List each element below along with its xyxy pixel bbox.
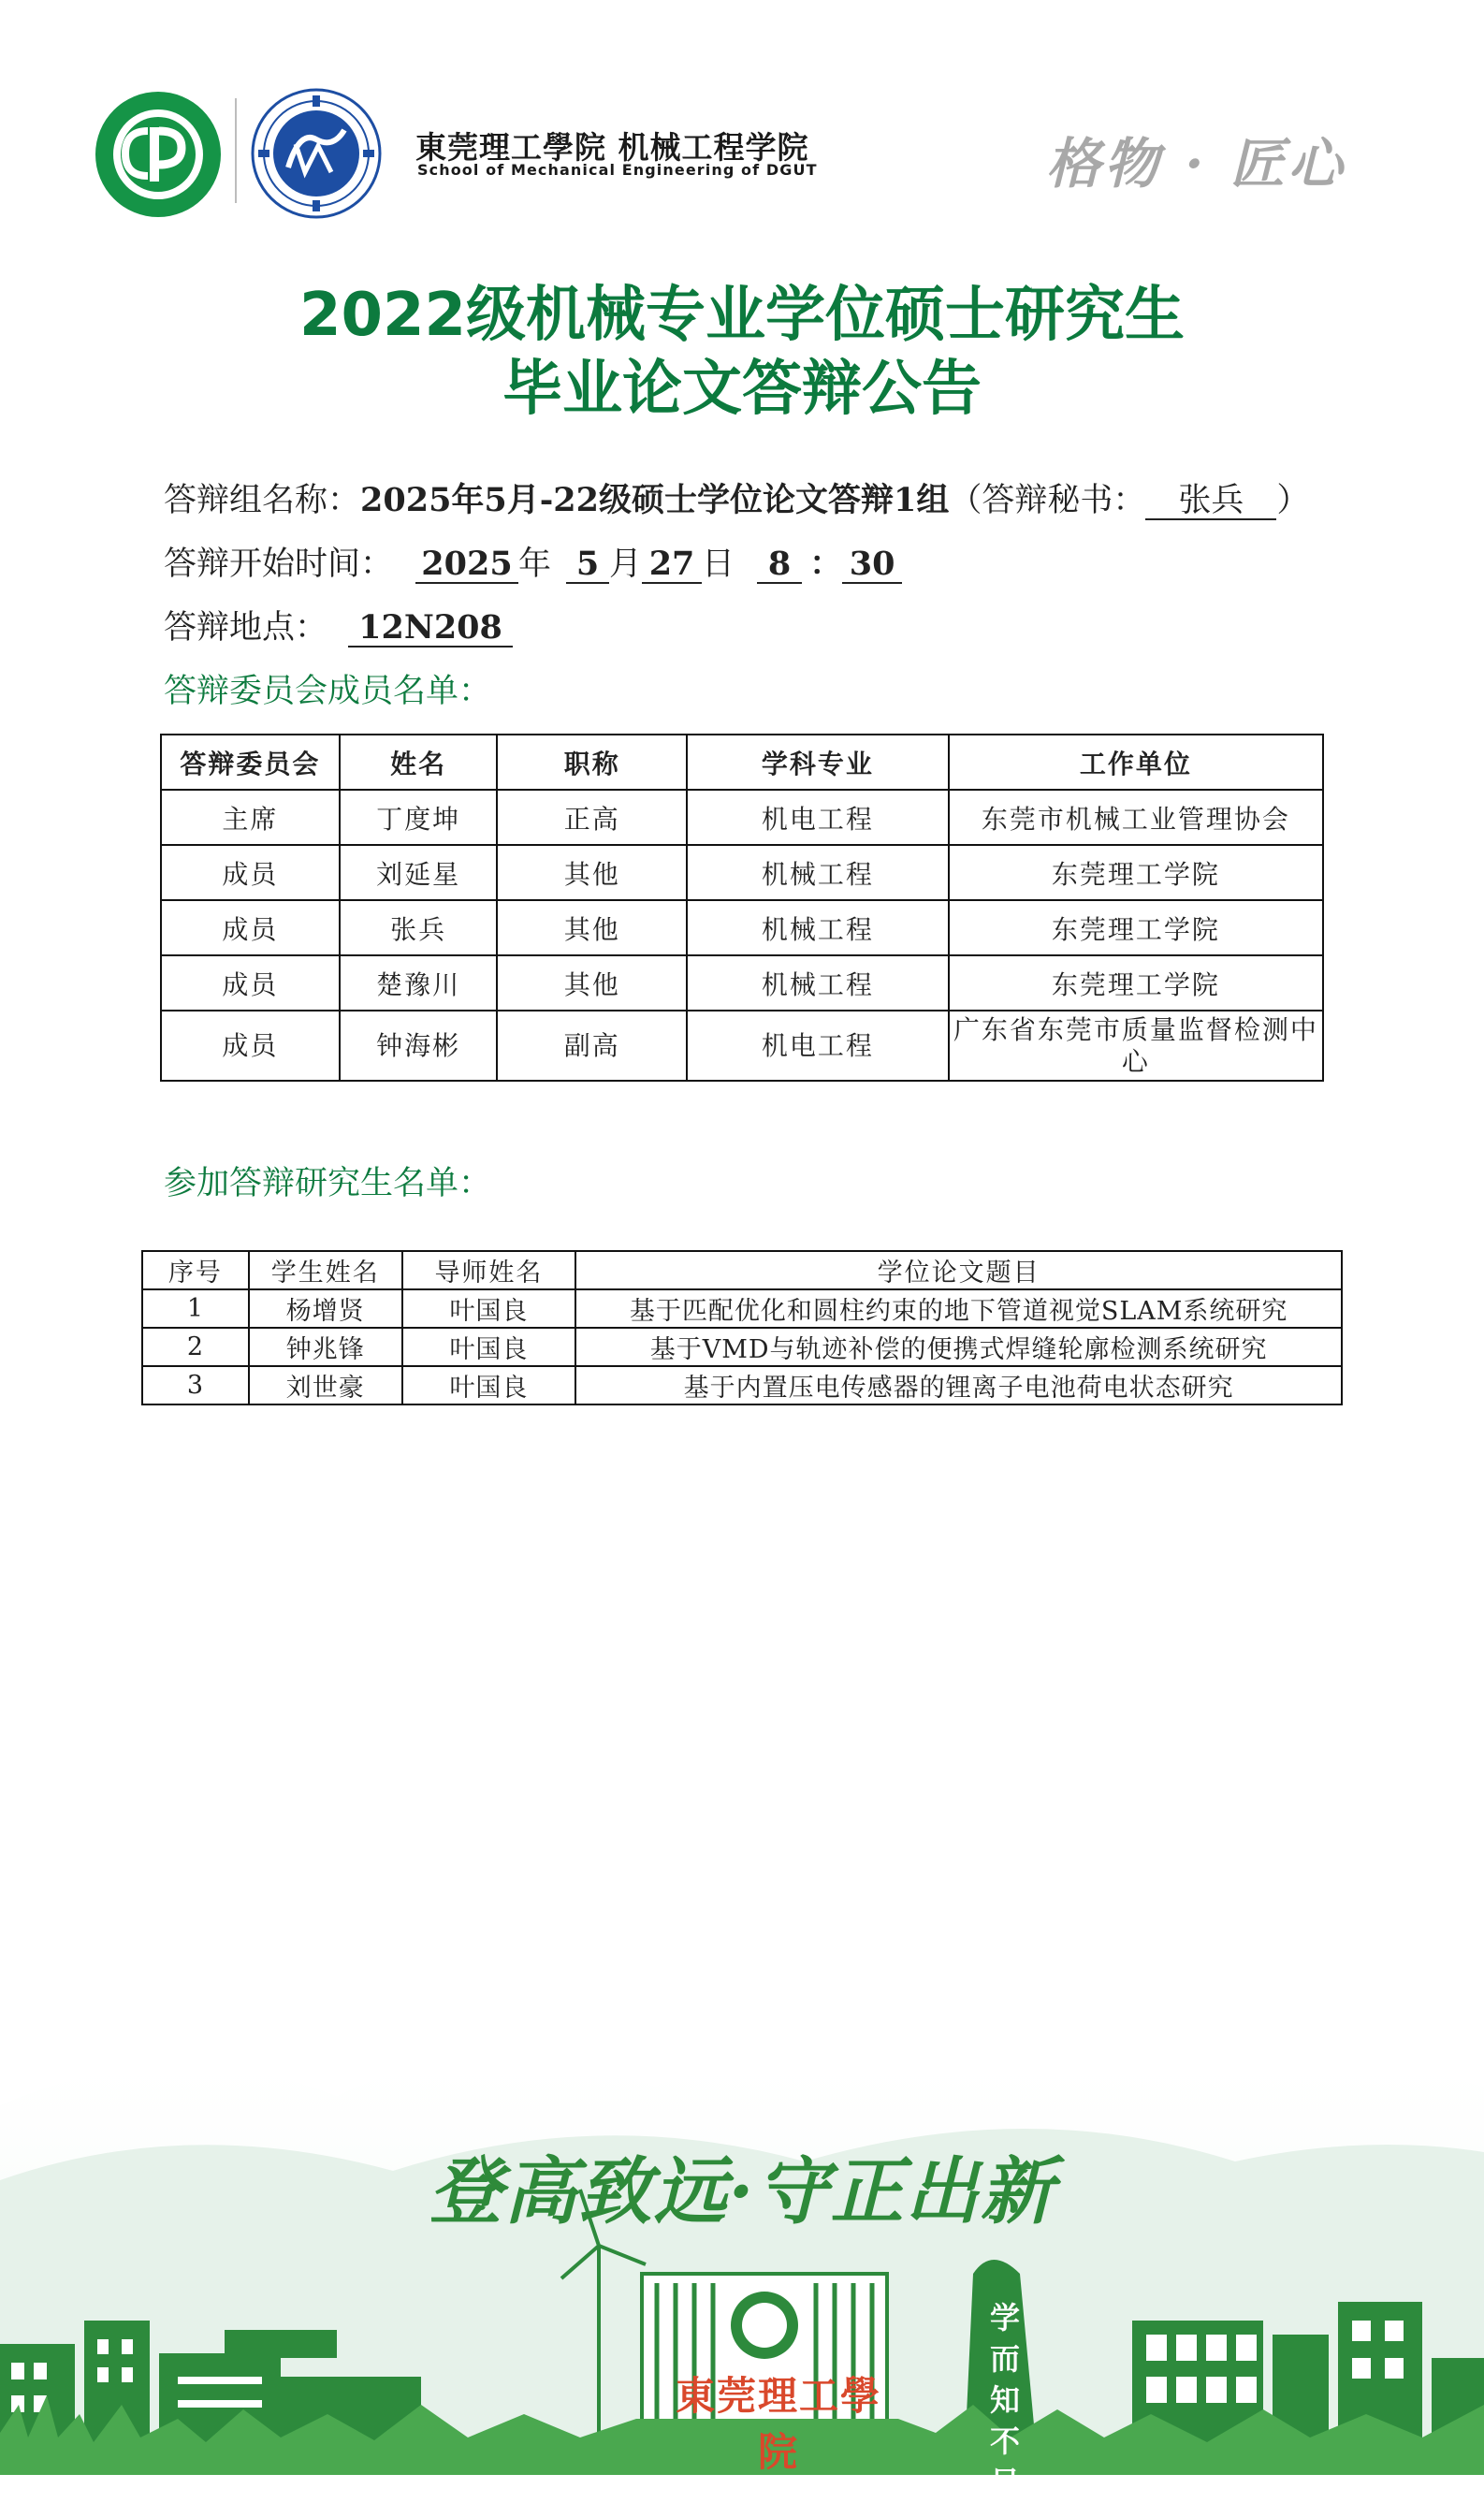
student-name: 杨增贤 xyxy=(249,1289,402,1328)
time-label: 答辩开始时间： xyxy=(164,546,394,583)
hour-value: 8 xyxy=(757,547,802,584)
announcement-title-line2: 毕业论文答辩公告 xyxy=(502,355,982,424)
students-col-advisor: 导师姓名 xyxy=(402,1251,576,1289)
student-index: 1 xyxy=(142,1289,249,1328)
students-col-index: 序号 xyxy=(142,1251,249,1289)
thesis-title: 基于匹配优化和圆柱约束的地下管道视觉SLAM系统研究 xyxy=(575,1289,1342,1328)
mechanical-school-logo xyxy=(251,88,382,219)
committee-header-row xyxy=(161,735,1323,790)
group-value: 2025年5月-22级硕士学位论文答辩1组 xyxy=(360,481,950,519)
student-name: 刘世豪 xyxy=(249,1366,402,1404)
student-index: 3 xyxy=(142,1366,249,1404)
table-row xyxy=(161,845,1323,900)
month-unit: 月 xyxy=(609,546,643,583)
thesis-title: 基于VMD与轨迹补偿的便携式焊缝轮廓检测系统研究 xyxy=(575,1328,1342,1366)
advisor-name: 叶国良 xyxy=(402,1289,576,1328)
secretary-prefix: （答辩秘书： xyxy=(949,482,1146,519)
committee-title: 副高 xyxy=(497,1011,687,1081)
advisor-name: 叶国良 xyxy=(402,1366,576,1404)
committee-title: 其他 xyxy=(497,845,687,900)
advisor-name: 叶国良 xyxy=(402,1328,576,1366)
committee-role: 成员 xyxy=(161,1011,340,1081)
committee-discipline: 机械工程 xyxy=(687,900,949,955)
school-name-english: School of Mechanical Engineering of DGUT xyxy=(417,161,818,179)
month-value: 5 xyxy=(566,547,609,584)
secretary-suffix: ） xyxy=(1276,482,1310,519)
committee-title: 正高 xyxy=(497,790,687,845)
committee-name: 丁度坤 xyxy=(340,790,498,845)
group-label: 答辩组名称： xyxy=(164,482,361,519)
time-colon: ： xyxy=(809,545,843,583)
committee-name: 张兵 xyxy=(340,900,498,955)
committee-col-title: 职称 xyxy=(497,735,687,790)
year-unit: 年 xyxy=(518,546,552,583)
table-row xyxy=(142,1366,1342,1404)
committee-discipline: 机电工程 xyxy=(687,1011,949,1081)
students-table xyxy=(141,1250,1343,1405)
committee-discipline: 机电工程 xyxy=(687,790,949,845)
table-row xyxy=(142,1328,1342,1366)
committee-employer: 东莞理工学院 xyxy=(949,900,1323,955)
school-name-chinese: 東莞理工學院 机械工程学院 xyxy=(415,129,809,166)
committee-heading: 答辩委员会成员名单： xyxy=(164,673,492,710)
committee-employer: 东莞理工学院 xyxy=(949,955,1323,1011)
committee-name: 楚豫川 xyxy=(340,955,498,1011)
table-row xyxy=(142,1289,1342,1328)
day-value: 27 xyxy=(642,547,702,584)
defense-place-line xyxy=(164,602,513,648)
defense-group-line xyxy=(164,474,1309,521)
committee-name: 刘延星 xyxy=(340,845,498,900)
students-col-thesis: 学位论文题目 xyxy=(575,1251,1342,1289)
day-unit: 日 xyxy=(702,546,735,583)
student-name: 钟兆锋 xyxy=(249,1328,402,1366)
committee-title: 其他 xyxy=(497,955,687,1011)
header-slogan: 格物 · 匠心 xyxy=(1046,132,1346,196)
place-label: 答辩地点： xyxy=(164,609,328,647)
page-header xyxy=(0,0,1484,243)
logo-divider xyxy=(235,98,237,203)
year-value: 2025 xyxy=(415,547,518,584)
committee-discipline: 机械工程 xyxy=(687,845,949,900)
committee-name: 钟海彬 xyxy=(340,1011,498,1081)
secretary-name: 张兵 xyxy=(1145,484,1276,520)
committee-title: 其他 xyxy=(497,900,687,955)
rock-inscription: 学而知不足 xyxy=(989,2300,1020,2500)
announcement-title-line1: 2022级机械专业学位硕士研究生 xyxy=(298,281,1186,350)
students-header-row xyxy=(142,1251,1342,1289)
gate-school-name: 東莞理工學院 xyxy=(675,2373,881,2475)
committee-employer: 东莞市机械工业管理协会 xyxy=(949,790,1323,845)
committee-table xyxy=(160,734,1324,1082)
committee-col-role: 答辩委员会 xyxy=(161,735,340,790)
committee-col-employer: 工作单位 xyxy=(949,735,1323,790)
table-row xyxy=(161,900,1323,955)
place-value: 12N208 xyxy=(348,611,513,648)
students-heading: 参加答辩研究生名单： xyxy=(164,1165,492,1202)
table-row xyxy=(161,955,1323,1011)
committee-role: 成员 xyxy=(161,955,340,1011)
student-index: 2 xyxy=(142,1328,249,1366)
committee-role: 主席 xyxy=(161,790,340,845)
committee-col-discipline: 学科专业 xyxy=(687,735,949,790)
table-row xyxy=(161,1011,1323,1081)
committee-col-name: 姓名 xyxy=(340,735,498,790)
committee-employer: 广东省东莞市质量监督检测中心 xyxy=(949,1011,1323,1081)
defense-time-line xyxy=(164,538,902,585)
thesis-title: 基于内置压电传感器的锂离子电池荷电状态研究 xyxy=(575,1366,1342,1404)
committee-role: 成员 xyxy=(161,900,340,955)
footer-slogan: 登高致远·守正出新 xyxy=(429,2149,1055,2234)
committee-discipline: 机械工程 xyxy=(687,955,949,1011)
committee-role: 成员 xyxy=(161,845,340,900)
dgut-university-logo xyxy=(94,90,223,219)
students-col-student: 学生姓名 xyxy=(249,1251,402,1289)
minute-value: 30 xyxy=(842,547,902,584)
table-row xyxy=(161,790,1323,845)
committee-employer: 东莞理工学院 xyxy=(949,845,1323,900)
